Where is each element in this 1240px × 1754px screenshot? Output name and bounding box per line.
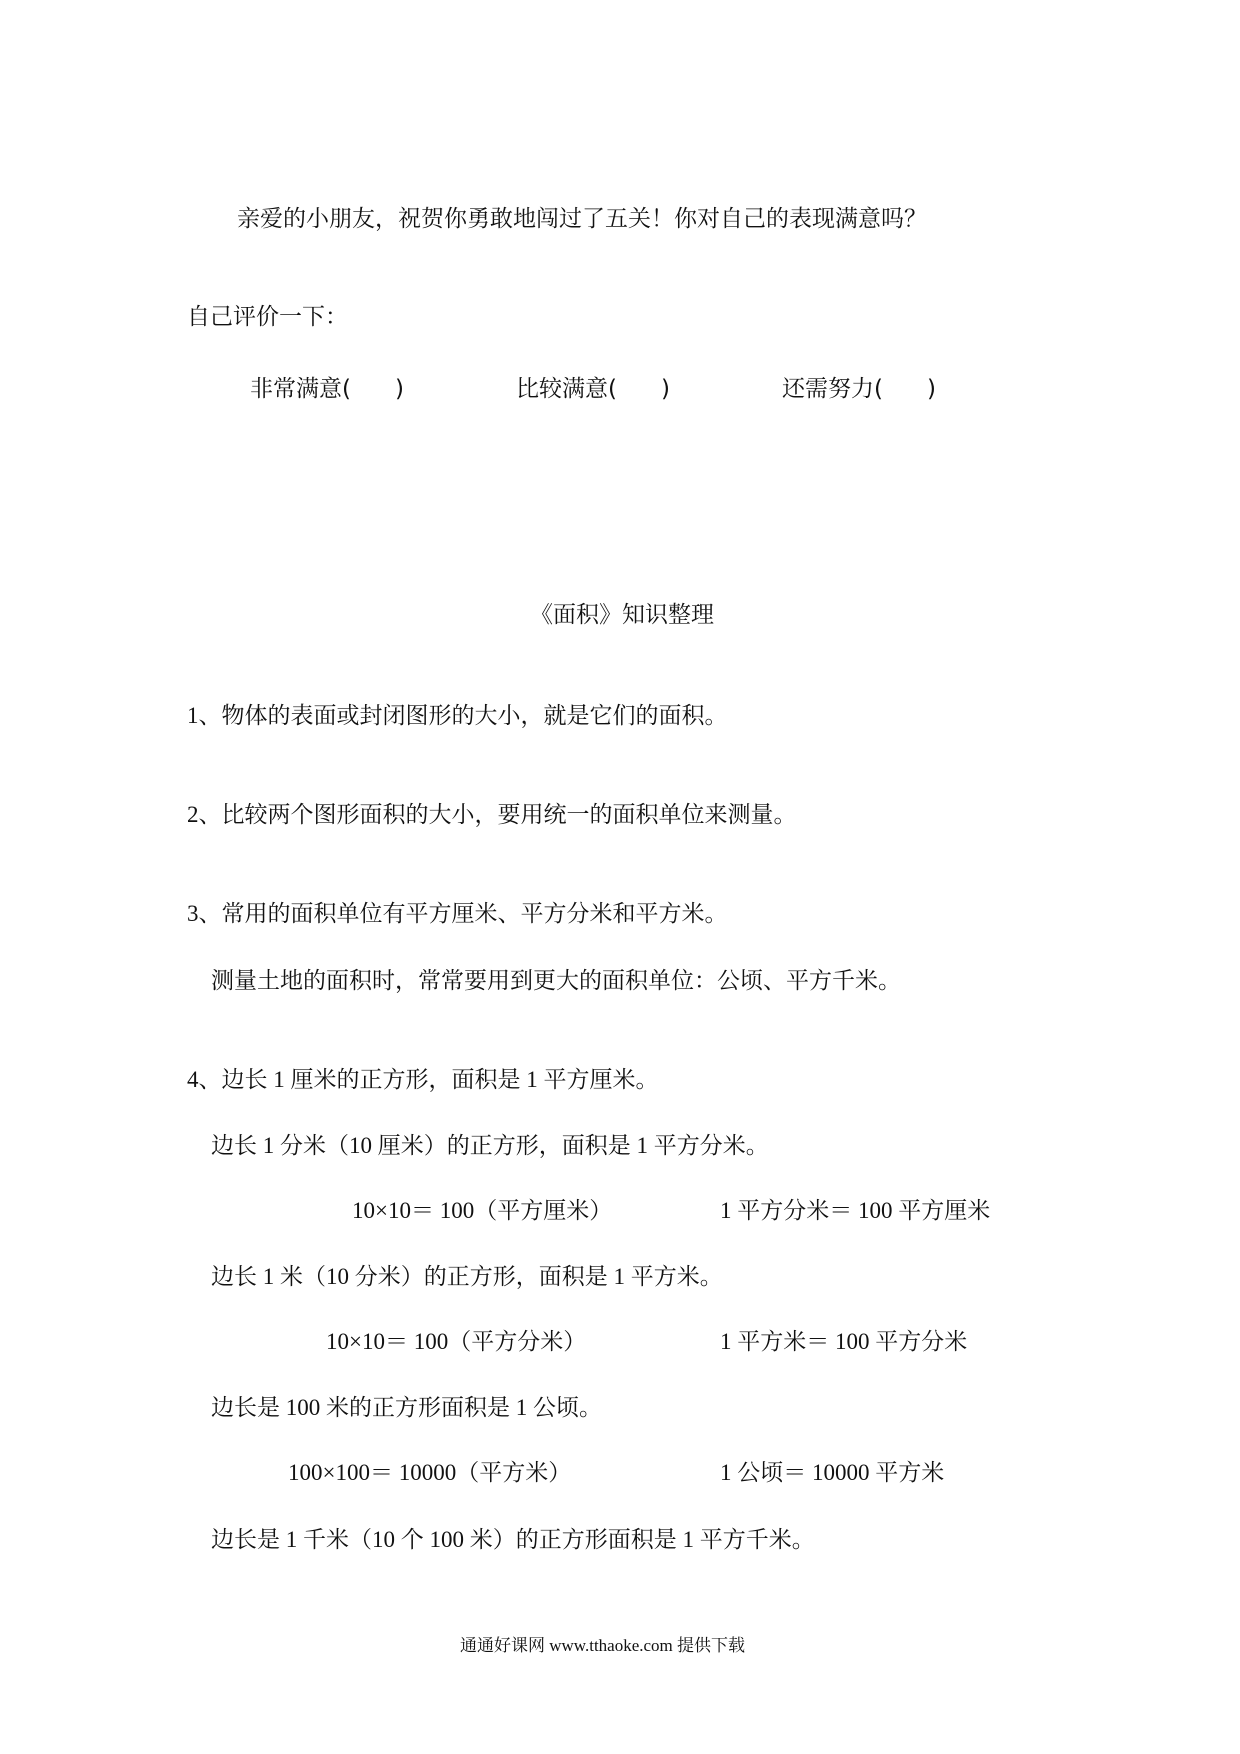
rating-option-1 bbox=[250, 370, 404, 403]
formula-1-left: 10×10＝ 100（平方厘米） bbox=[352, 1198, 613, 1223]
intro-line-2: 自己评价一下： bbox=[187, 304, 348, 330]
rating-label: 还需努力 bbox=[782, 376, 874, 402]
point-3-note: 测量土地的面积时，常常要用到更大的面积单位：公顷、平方千米。 bbox=[211, 968, 901, 993]
formula-2-left: 10×10＝ 100（平方分米） bbox=[326, 1329, 587, 1354]
rating-close-paren: ) bbox=[660, 376, 670, 402]
rating-open-paren: ( bbox=[608, 376, 617, 402]
rating-close-paren: ) bbox=[394, 376, 404, 402]
rating-open-paren: ( bbox=[342, 376, 351, 402]
formula-2-right: 1 平方米＝ 100 平方分米 bbox=[720, 1329, 968, 1354]
point-4: 4、边长 1 厘米的正方形，面积是 1 平方厘米。 bbox=[187, 1067, 659, 1092]
formula-3-right: 1 公顷＝ 10000 平方米 bbox=[720, 1460, 945, 1485]
rating-option-2 bbox=[516, 370, 670, 403]
rating-label: 非常满意 bbox=[250, 376, 342, 402]
point-4-meter: 边长 1 米（10 分米）的正方形，面积是 1 平方米。 bbox=[211, 1264, 723, 1289]
rating-option-3 bbox=[782, 370, 936, 403]
point-4-hectare: 边长是 100 米的正方形面积是 1 公顷。 bbox=[211, 1395, 602, 1420]
point-4-decimeter: 边长 1 分米（10 厘米）的正方形，面积是 1 平方分米。 bbox=[211, 1133, 769, 1158]
intro-line-1: 亲爱的小朋友，祝贺你勇敢地闯过了五关！你对自己的表现满意吗？ bbox=[237, 206, 927, 232]
footer-credit: 通通好课网 www.tthaoke.com 提供下载 bbox=[460, 1636, 746, 1655]
rating-open-paren: ( bbox=[874, 376, 883, 402]
rating-close-paren: ) bbox=[926, 376, 936, 402]
point-1: 1、物体的表面或封闭图形的大小，就是它们的面积。 bbox=[187, 703, 728, 728]
rating-label: 比较满意 bbox=[516, 376, 608, 402]
point-2: 2、比较两个图形面积的大小，要用统一的面积单位来测量。 bbox=[187, 802, 797, 827]
point-3: 3、常用的面积单位有平方厘米、平方分米和平方米。 bbox=[187, 901, 728, 926]
formula-3-left: 100×100＝ 10000（平方米） bbox=[288, 1460, 572, 1485]
section-title: 《面积》知识整理 bbox=[530, 602, 714, 628]
point-4-kilometer: 边长是 1 千米（10 个 100 米）的正方形面积是 1 平方千米。 bbox=[211, 1527, 815, 1552]
formula-1-right: 1 平方分米＝ 100 平方厘米 bbox=[720, 1198, 991, 1223]
